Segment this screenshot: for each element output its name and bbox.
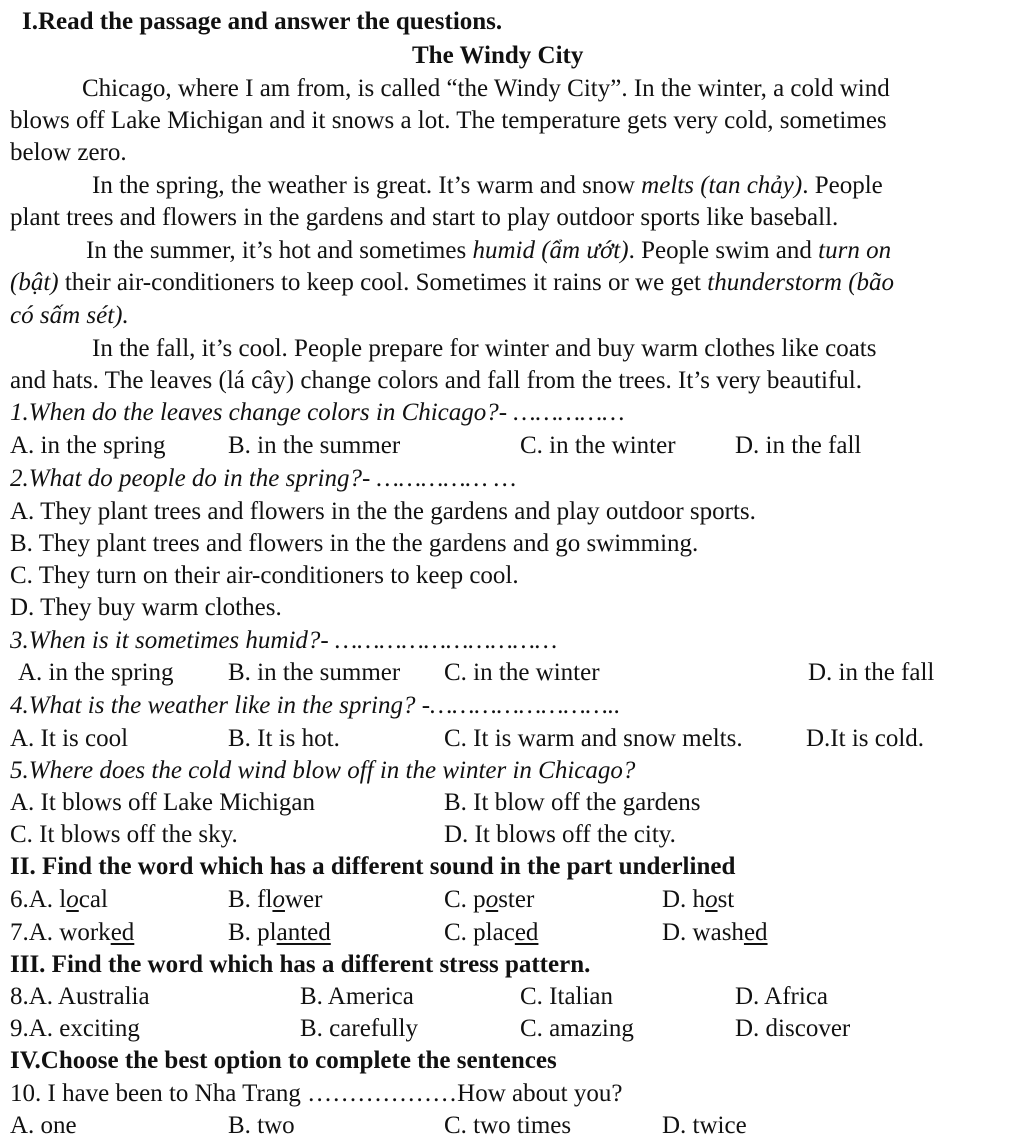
text: C. p <box>444 886 486 913</box>
q9-option-a[interactable]: 9.A. exciting <box>10 1015 140 1042</box>
underlined-part: ed <box>514 919 539 946</box>
passage-p1-line2: blows off Lake Michigan and it snows a lot. The temperature gets very cold, sometimes <box>10 107 887 134</box>
q4-option-c[interactable]: C. It is warm and snow melts. <box>444 725 743 752</box>
text: cal <box>78 886 108 913</box>
underlined-part: o <box>66 886 79 913</box>
section-1-heading: I.Read the passage and answer the questions. <box>22 8 503 35</box>
q8-option-a[interactable]: 8.A. Australia <box>10 983 150 1010</box>
passage-p1-line3: below zero. <box>10 139 127 166</box>
text: In the spring, the weather is great. It’s warm and snow <box>92 172 642 199</box>
q6-option-a[interactable] <box>10 884 108 916</box>
q5-option-c[interactable]: C. It blows off the sky. <box>10 821 238 848</box>
q2-option-b[interactable]: B. They plant trees and flowers in the the gardens and go swimming. <box>10 530 699 557</box>
passage-p2-line2: plant trees and flowers in the gardens and start to play outdoor sports like baseball. <box>10 204 839 231</box>
underlined-part: ed <box>743 919 768 946</box>
q8-option-d[interactable]: D. Africa <box>735 983 829 1010</box>
q2-option-a[interactable]: A. They plant trees and flowers in the the gardens and play outdoor sports. <box>10 498 756 525</box>
text: D. h <box>662 886 706 913</box>
q4-option-b[interactable]: B. It is hot. <box>228 725 340 752</box>
text: C. plac <box>444 919 515 946</box>
q1-option-c[interactable]: C. in the winter <box>520 432 676 459</box>
text: B. fl <box>228 886 273 913</box>
q6-option-c[interactable] <box>444 884 534 916</box>
q3-option-c[interactable]: C. in the winter <box>444 659 600 686</box>
underlined-part: o <box>272 886 285 913</box>
passage-p4-line1: In the fall, it’s cool. People prepare for winter and buy warm clothes like coats <box>92 335 877 362</box>
underlined-part: o <box>705 886 718 913</box>
q5-option-a[interactable]: A. It blows off Lake Michigan <box>10 789 316 816</box>
q5-option-d[interactable]: D. It blows off the city. <box>444 821 676 848</box>
q1-option-d[interactable]: D. in the fall <box>735 432 862 459</box>
q10-option-c[interactable]: C. two times <box>444 1112 572 1139</box>
q8-option-b[interactable]: B. America <box>300 983 414 1010</box>
q7-option-d[interactable] <box>662 917 768 949</box>
question-5: 5.Where does the cold wind blow off in the winter in Chicago? <box>10 757 636 784</box>
q7-option-b[interactable] <box>228 917 331 949</box>
q9-option-d[interactable]: D. discover <box>735 1015 851 1042</box>
text: B. pl <box>228 919 277 946</box>
text: ster <box>498 886 535 913</box>
q6-option-d[interactable] <box>662 884 734 916</box>
q9-option-b[interactable]: B. carefully <box>300 1015 419 1042</box>
section-4-heading: IV.Choose the best option to complete the sentences <box>10 1047 557 1074</box>
section-2-heading: II. Find the word which has a different sound in the part underlined <box>10 853 736 880</box>
q5-option-b[interactable]: B. It blow off the gardens <box>444 789 701 816</box>
section-3-heading: III. Find the word which has a different stress pattern. <box>10 951 591 978</box>
underlined-part: o <box>485 886 499 913</box>
q7-option-a[interactable] <box>10 917 134 949</box>
passage-p3-line2 <box>10 267 894 299</box>
q7-option-c[interactable] <box>444 917 538 949</box>
vocab-turn-on: turn on <box>818 237 892 264</box>
text: In the summer, it’s hot and sometimes <box>86 237 473 264</box>
question-2: 2.What do people do in the spring?- …………… … <box>10 465 517 492</box>
text: 6.A. l <box>10 886 67 913</box>
q10-option-a[interactable]: A. one <box>10 1112 77 1139</box>
question-4: 4.What is the weather like in the spring? -…………………….. <box>10 692 621 719</box>
q1-option-b[interactable]: B. in the summer <box>228 432 401 459</box>
vocab-melts: melts (tan chảy) <box>641 172 803 199</box>
text: st <box>717 886 735 913</box>
q4-option-a[interactable]: A. It is cool <box>10 725 129 752</box>
text: wer <box>284 886 323 913</box>
q4-option-d[interactable]: D.It is cold. <box>806 725 925 752</box>
question-3: 3.When is it sometimes humid?- ………………………… <box>10 627 558 654</box>
q10-option-b[interactable]: B. two <box>228 1112 295 1139</box>
q9-option-c[interactable]: C. amazing <box>520 1015 634 1042</box>
question-10: 10. I have been to Nha Trang ………………How about you? <box>10 1080 623 1107</box>
text: D. wash <box>662 919 744 946</box>
text: their air-conditioners to keep cool. Sometimes it rains or we get <box>58 269 708 296</box>
passage-p4-line2: and hats. The leaves (lá cây) change colors and fall from the trees. It’s very beautiful. <box>10 367 862 394</box>
passage-title: The Windy City <box>412 42 584 69</box>
q10-option-d[interactable]: D. twice <box>662 1112 747 1139</box>
q3-option-b[interactable]: B. in the summer <box>228 659 401 686</box>
text: 7.A. work <box>10 919 111 946</box>
q3-option-a[interactable]: A. in the spring <box>18 659 174 686</box>
q2-option-c[interactable]: C. They turn on their air-conditioners to keep cool. <box>10 562 519 589</box>
text: . People <box>802 172 883 199</box>
underlined-part: ed <box>110 919 135 946</box>
q3-option-d[interactable]: D. in the fall <box>808 659 935 686</box>
vocab-humid: humid (ẩm ướt) <box>472 237 629 264</box>
q6-option-b[interactable] <box>228 884 322 916</box>
q8-option-c[interactable]: C. Italian <box>520 983 614 1010</box>
passage-p2-line1 <box>92 170 883 202</box>
passage-p3-line1 <box>86 235 891 267</box>
text: . People swim and <box>628 237 819 264</box>
passage-p3-line3: có sấm sét). <box>10 302 129 329</box>
vocab-bat: (bật) <box>10 269 59 296</box>
question-1: 1.When do the leaves change colors in Chicago?- …………… <box>10 399 625 426</box>
q1-option-a[interactable]: A. in the spring <box>10 432 166 459</box>
passage-p1-line1: Chicago, where I am from, is called “the Windy City”. In the winter, a cold wind <box>82 75 890 102</box>
underlined-part: anted <box>276 919 331 946</box>
vocab-thunderstorm: thunderstorm (bão <box>707 269 895 296</box>
q2-option-d[interactable]: D. They buy warm clothes. <box>10 594 282 621</box>
